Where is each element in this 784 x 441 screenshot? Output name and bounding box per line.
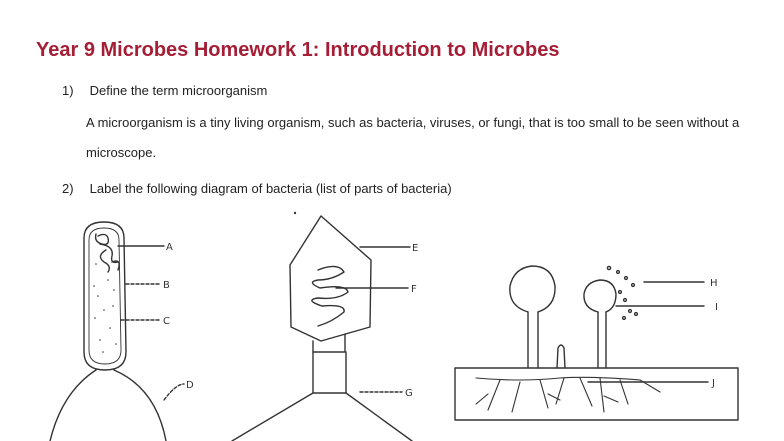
bacterium-flagellum-right bbox=[114, 370, 166, 441]
fungus-sporangium-right bbox=[584, 280, 616, 312]
page-title: Year 9 Microbes Homework 1: Introduction to Microbes bbox=[36, 39, 560, 61]
virus-tail-fibres bbox=[232, 393, 412, 441]
bacterium-flagellum-left bbox=[50, 370, 96, 441]
fungus-diagram bbox=[455, 266, 738, 420]
label-b: B bbox=[163, 280, 170, 291]
question-1-number: 1) bbox=[62, 83, 74, 98]
label-h: H bbox=[710, 278, 718, 289]
label-f: F bbox=[411, 284, 417, 295]
bacterium-ribosomes bbox=[93, 263, 117, 353]
virus-collar bbox=[313, 334, 345, 352]
label-i: I bbox=[715, 302, 718, 313]
question-2-number: 2) bbox=[62, 181, 74, 196]
fungus-spores bbox=[607, 266, 637, 319]
label-g: G bbox=[405, 388, 413, 399]
label-d: D bbox=[186, 380, 194, 391]
label-c: C bbox=[163, 316, 170, 327]
fungus-substrate bbox=[455, 368, 738, 420]
fungus-hypha-mid bbox=[557, 345, 565, 368]
virus-tail bbox=[313, 352, 346, 393]
fungus-sporangium-left bbox=[510, 266, 555, 312]
question-1-answer: A microorganism is a tiny living organism, such as bacteria, viruses, or fungi, that is too small to be seen without a microscope. bbox=[86, 115, 740, 160]
ink-dot bbox=[294, 212, 296, 214]
label-a: A bbox=[166, 242, 173, 253]
fungus-hypha-left bbox=[528, 312, 538, 368]
fungus-hypha-right bbox=[598, 312, 606, 368]
virus-genetic-material bbox=[312, 266, 348, 326]
virus-diagram bbox=[232, 212, 412, 441]
question-2-text: Label the following diagram of bacteria (list of parts of bacteria) bbox=[89, 181, 452, 196]
bacterium-diagram bbox=[50, 222, 184, 441]
bacterium-dna bbox=[96, 234, 120, 272]
label-e: E bbox=[412, 243, 419, 254]
question-1-text: Define the term microorganism bbox=[89, 83, 268, 98]
diagram-labels bbox=[163, 242, 718, 399]
label-j: J bbox=[712, 378, 715, 389]
pointer-d bbox=[164, 384, 184, 400]
